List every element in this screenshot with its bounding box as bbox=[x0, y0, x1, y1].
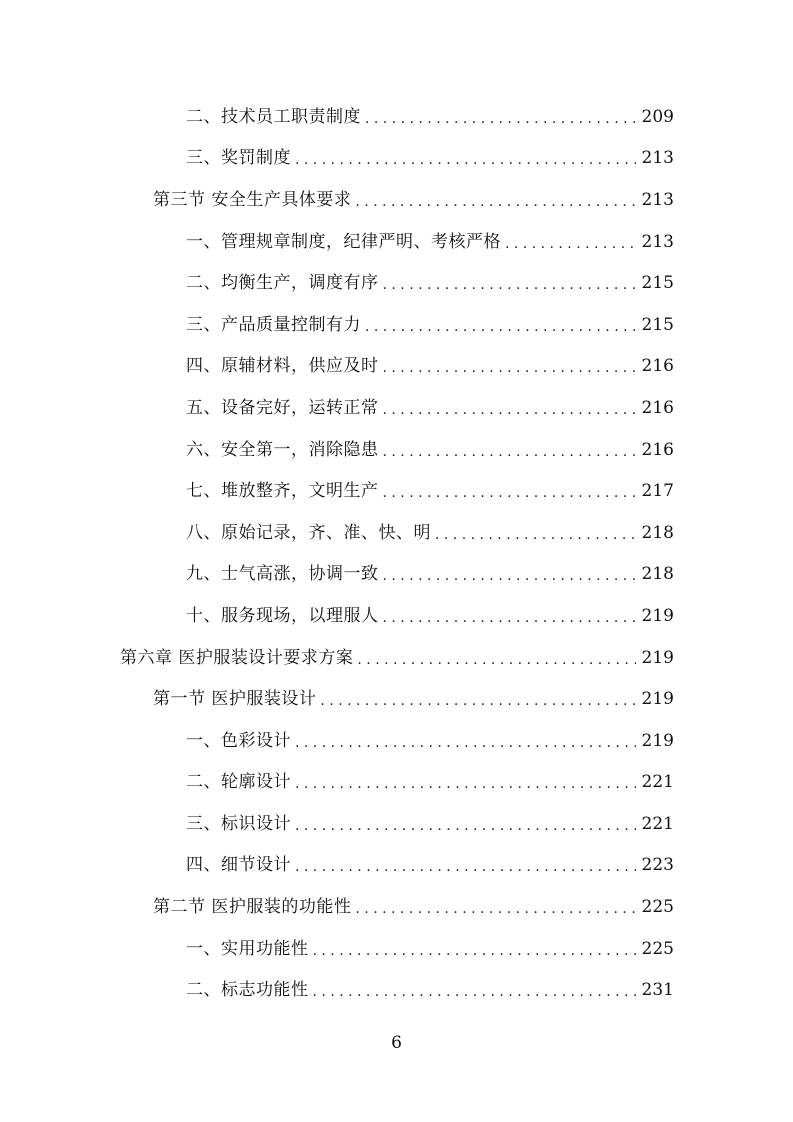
toc-entry-title: 四、原辅材料，供应及时 bbox=[186, 356, 379, 377]
toc-entry-title: 三、奖罚制度 bbox=[186, 148, 291, 169]
toc-entry-title: 第二节 医护服装的功能性 bbox=[153, 897, 352, 918]
toc-entry-page: 219 bbox=[641, 605, 674, 626]
toc-entry-title: 二、均衡生产，调度有序 bbox=[186, 273, 379, 294]
toc-entry[interactable] bbox=[0, 845, 793, 887]
toc-dot-leader bbox=[295, 857, 636, 877]
toc-dot-leader bbox=[355, 192, 635, 212]
toc-entry-page: 216 bbox=[641, 439, 674, 460]
toc-entry-title: 一、实用功能性 bbox=[186, 938, 309, 959]
toc-entry-title: 三、产品质量控制有力 bbox=[186, 314, 361, 335]
toc-dot-leader bbox=[295, 150, 636, 170]
toc-entry-title: 第三节 安全生产具体要求 bbox=[153, 189, 352, 210]
toc-entry[interactable] bbox=[0, 928, 793, 970]
toc-entry[interactable] bbox=[0, 969, 793, 1011]
toc-dot-leader bbox=[505, 234, 636, 254]
toc-entry-page: 219 bbox=[641, 647, 674, 668]
toc-entry[interactable] bbox=[0, 387, 793, 429]
toc-dot-leader bbox=[295, 816, 636, 836]
toc-dot-leader bbox=[320, 691, 635, 711]
toc-dot-leader bbox=[295, 774, 636, 794]
toc-entry[interactable] bbox=[0, 762, 793, 804]
toc-entry[interactable] bbox=[0, 470, 793, 512]
toc-entry-title: 六、安全第一，消除隐患 bbox=[186, 439, 379, 460]
toc-entry[interactable] bbox=[0, 554, 793, 596]
toc-entry[interactable] bbox=[0, 221, 793, 263]
toc-dot-leader bbox=[383, 608, 636, 628]
toc-dot-leader bbox=[313, 982, 636, 1002]
toc-entry[interactable] bbox=[0, 720, 793, 762]
toc-entry-title: 第六章 医护服装设计要求方案 bbox=[120, 647, 354, 668]
toc-entry-title: 八、原始记录，齐、准、快、明 bbox=[186, 522, 431, 543]
toc-dot-leader bbox=[383, 275, 636, 295]
toc-entry-title: 一、管理规章制度，纪律严明、考核严格 bbox=[186, 231, 501, 252]
toc-entry[interactable] bbox=[0, 637, 793, 679]
page-number: 6 bbox=[391, 1033, 402, 1053]
toc-entry-page: 221 bbox=[641, 813, 674, 834]
toc-entry[interactable] bbox=[0, 138, 793, 180]
toc-entry-page: 225 bbox=[641, 897, 674, 918]
toc-dot-leader bbox=[355, 899, 635, 919]
toc-entry[interactable] bbox=[0, 96, 793, 138]
toc-entry-page: 213 bbox=[641, 148, 674, 169]
toc-dot-leader bbox=[435, 525, 636, 545]
toc-entry[interactable] bbox=[0, 346, 793, 388]
toc-dot-leader bbox=[295, 733, 636, 753]
toc-entry-page: 213 bbox=[641, 189, 674, 210]
toc-entry[interactable] bbox=[0, 595, 793, 637]
toc-entry[interactable] bbox=[0, 179, 793, 221]
toc-dot-leader bbox=[383, 400, 636, 420]
toc-entry-title: 二、技术员工职责制度 bbox=[186, 106, 361, 127]
toc-entry[interactable] bbox=[0, 678, 793, 720]
table-of-contents bbox=[0, 96, 793, 1011]
toc-entry-title: 第一节 医护服装设计 bbox=[153, 689, 317, 710]
toc-entry-page: 216 bbox=[641, 356, 674, 377]
toc-entry[interactable] bbox=[0, 803, 793, 845]
toc-entry-page: 221 bbox=[641, 772, 674, 793]
toc-entry-page: 219 bbox=[641, 730, 674, 751]
toc-dot-leader bbox=[357, 650, 635, 670]
toc-entry-title: 一、色彩设计 bbox=[186, 730, 291, 751]
toc-entry-page: 217 bbox=[641, 481, 674, 502]
toc-entry-page: 218 bbox=[641, 522, 674, 543]
toc-entry-title: 三、标识设计 bbox=[186, 813, 291, 834]
toc-entry-page: 209 bbox=[641, 106, 674, 127]
toc-entry-page: 218 bbox=[641, 564, 674, 585]
toc-entry-page: 215 bbox=[641, 273, 674, 294]
toc-entry-title: 四、细节设计 bbox=[186, 855, 291, 876]
toc-entry-page: 213 bbox=[641, 231, 674, 252]
toc-entry-page: 219 bbox=[641, 689, 674, 710]
toc-entry-page: 216 bbox=[641, 397, 674, 418]
toc-entry-title: 七、堆放整齐，文明生产 bbox=[186, 481, 379, 502]
toc-dot-leader bbox=[313, 941, 636, 961]
toc-dot-leader bbox=[383, 566, 636, 586]
toc-entry[interactable] bbox=[0, 429, 793, 471]
toc-entry-page: 231 bbox=[641, 980, 674, 1001]
toc-dot-leader bbox=[365, 317, 636, 337]
toc-dot-leader bbox=[383, 483, 636, 503]
toc-entry-page: 225 bbox=[641, 938, 674, 959]
toc-entry-title: 九、士气高涨，协调一致 bbox=[186, 564, 379, 585]
toc-dot-leader bbox=[383, 358, 636, 378]
toc-entry-title: 五、设备完好，运转正常 bbox=[186, 397, 379, 418]
toc-entry[interactable] bbox=[0, 262, 793, 304]
toc-entry-page: 223 bbox=[641, 855, 674, 876]
toc-entry-page: 215 bbox=[641, 314, 674, 335]
toc-dot-leader bbox=[365, 109, 636, 129]
toc-entry-title: 十、服务现场，以理服人 bbox=[186, 605, 379, 626]
toc-dot-leader bbox=[383, 442, 636, 462]
toc-entry-title: 二、轮廓设计 bbox=[186, 772, 291, 793]
toc-entry[interactable] bbox=[0, 886, 793, 928]
toc-entry[interactable] bbox=[0, 512, 793, 554]
toc-entry[interactable] bbox=[0, 304, 793, 346]
toc-entry-title: 二、标志功能性 bbox=[186, 980, 309, 1001]
